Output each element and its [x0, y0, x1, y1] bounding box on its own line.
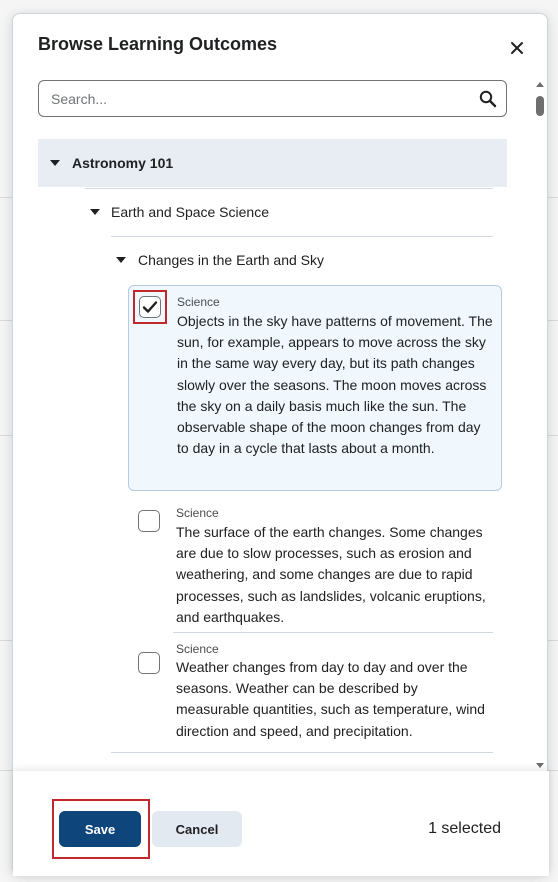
tree-node-label: Earth and Space Science	[111, 204, 269, 220]
dialog-title: Browse Learning Outcomes	[38, 34, 278, 54]
outcome-category: Science	[176, 642, 219, 656]
browse-outcomes-dialog	[12, 13, 548, 875]
dialog-footer	[13, 771, 549, 876]
scrollbar[interactable]	[534, 80, 546, 770]
divider	[173, 632, 493, 633]
outcomes-tree	[13, 14, 549, 771]
caret-down-icon[interactable]	[90, 209, 100, 215]
outcome-item[interactable]	[128, 285, 502, 491]
tree-node-label: Changes in the Earth and Sky	[138, 252, 325, 268]
outcome-checkbox[interactable]	[139, 296, 161, 318]
divider	[111, 752, 493, 753]
outcome-checkbox[interactable]	[138, 652, 160, 674]
outcome-item[interactable]	[128, 640, 502, 752]
save-button[interactable]: Save	[59, 811, 141, 847]
caret-down-icon[interactable]	[116, 257, 126, 263]
caret-down-icon[interactable]	[50, 160, 60, 166]
outcome-category: Science	[177, 295, 220, 309]
scroll-up-arrow-icon[interactable]	[535, 80, 545, 88]
tree-node-astronomy-101[interactable]	[38, 139, 507, 187]
outcome-category: Science	[176, 506, 219, 520]
outcome-description: The surface of the earth changes. Some changes are due to slow processes, such as erosion and weathering, and some changes are due to rapid processes, such as landslides, volcanic eruptions, and earthquakes.	[176, 524, 486, 625]
outcome-item[interactable]	[128, 499, 502, 632]
selected-count: 1 selected	[428, 820, 501, 837]
tree-node-earth-and-space-science[interactable]	[85, 189, 493, 235]
scroll-down-arrow-icon[interactable]	[535, 762, 545, 770]
scrollbar-thumb[interactable]	[536, 96, 544, 116]
tree-node-changes-in-earth-and-sky[interactable]	[111, 237, 493, 283]
outcome-description: Weather changes from day to day and over the seasons. Weather can be described by measurable quantities, such as temperature, wind direction and speed, and precipitation.	[176, 659, 485, 739]
outcome-description: Objects in the sky have patterns of movement. The sun, for example, appears to move across the sky in the same way every day, but its path changes slowly over the seasons. The moon moves across the sky on a daily basis much like the sun. The observable shape of the moon changes from day to day in a cycle that lasts about a month.	[177, 313, 493, 457]
checkmark-icon	[142, 300, 158, 314]
outcome-checkbox[interactable]	[138, 510, 160, 532]
cancel-button[interactable]: Cancel	[152, 811, 242, 847]
tree-node-label: Astronomy 101	[72, 155, 174, 171]
